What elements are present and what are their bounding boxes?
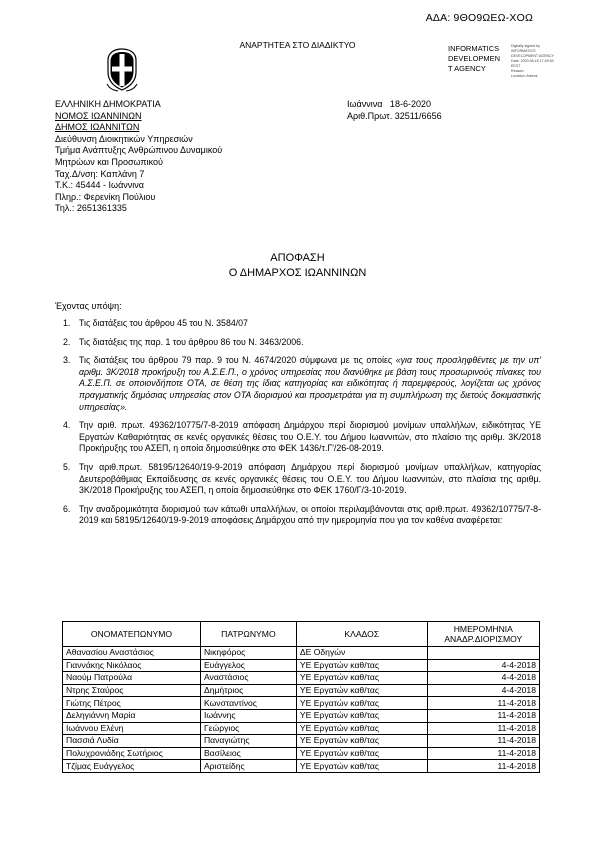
item-number: 1. xyxy=(63,318,71,328)
column-header: ΠΑΤΡΩΝΥΜΟ xyxy=(200,622,296,647)
list-item xyxy=(63,337,541,349)
branch-cell: ΥΕ Εργατών καθ/τας xyxy=(296,747,427,760)
name-cell: Ιωάννου Ελένη xyxy=(63,722,201,735)
signature-line: INFORMATICS xyxy=(511,49,536,53)
sender-line: Διεύθυνση Διοικητικών Υπηρεσιών xyxy=(55,133,193,144)
signature-line: Date: 2020.06.18 17:49:53 xyxy=(511,59,554,63)
intro-text: Έχοντας υπόψη: xyxy=(55,301,122,311)
table-row xyxy=(63,735,540,748)
name-cell: Πασσιά Λυδία xyxy=(63,735,201,748)
item-text: Τις διατάξεις του άρθρου 79 παρ. 9 του Ν. 4674/2020 σύμφωνα με τις οποίες xyxy=(79,355,396,366)
date-cell: 11-4-2018 xyxy=(427,747,539,760)
date-cell: 11-4-2018 xyxy=(427,760,539,773)
branch-cell: ΥΕ Εργατών καθ/τας xyxy=(296,735,427,748)
publication-note: ΑΝΑΡΤΗΤΕΑ ΣΤΟ ΔΙΑΔΙΚΤΥΟ xyxy=(239,40,356,50)
column-header: ΗΜΕΡΟΜΗΝΙΑ ΑΝΑΔΡ.ΔΙΟΡΙΣΜΟΥ xyxy=(427,622,539,647)
protocol-number: Αριθ.Πρωτ. 32511/6656 xyxy=(347,110,442,121)
sender-line: Ταχ.Δ/νση: Καπλάνη 7 xyxy=(55,168,145,179)
date-cell: 11-4-2018 xyxy=(427,709,539,722)
info-logo-line: T AGENCY xyxy=(448,64,486,73)
branch-cell: ΔΕ Οδηγών xyxy=(296,647,427,660)
patronymic-cell: Δημήτριος xyxy=(200,684,296,697)
informatics-logo xyxy=(448,44,508,74)
table-row xyxy=(63,659,540,672)
table-row xyxy=(63,672,540,685)
name-cell: Ντρης Σταύρος xyxy=(63,684,201,697)
info-logo-line: INFORMATICS xyxy=(448,44,500,53)
sender-line: Πληρ.: Φερενίκη Πούλιου xyxy=(55,191,156,202)
branch-cell: ΥΕ Εργατών καθ/τας xyxy=(296,672,427,685)
list-item xyxy=(63,318,541,330)
item-text: Τις διατάξεις της παρ. 1 του άρθρου 86 του Ν. 3463/2006. xyxy=(79,336,304,347)
sender-block xyxy=(55,99,222,215)
sender-line: Τηλ.: 2651361335 xyxy=(55,203,127,214)
item-number: 5. xyxy=(63,461,71,472)
table-header-row xyxy=(63,622,540,647)
item-text: Την αριθ.πρωτ. 58195/12640/19-9-2019 απόφαση Δημάρχου περί διορισμού μονίμων υπαλλήλων, κατηγορίας Δευτεροβάθμιας Εκπαίδευσης σε κενές οργανικές θέσεις του Ο.Ε.Υ. του Δήμου Ιωαννιτών, στο πλαίσια της αριθμ. 3Κ/2018 Προκήρυξης του ΑΣΕΠ, η οποία δημοσιεύθηκε στο ΦΕΚ 1760/Γ/3-10-2019. xyxy=(79,461,541,496)
name-cell: Ναούμ Πατρούλα xyxy=(63,672,201,685)
info-logo-line: DEVELOPMEN xyxy=(448,54,501,63)
patronymic-cell: Ευάγγελος xyxy=(200,659,296,672)
item-number: 3. xyxy=(63,355,71,366)
list-item xyxy=(63,420,541,455)
signature-line: DEVELOPMENT AGENCY xyxy=(511,54,555,58)
name-cell: Γιώτης Πέτρος xyxy=(63,697,201,710)
date-block xyxy=(347,99,442,122)
branch-cell: ΥΕ Εργατών καθ/τας xyxy=(296,697,427,710)
table-row xyxy=(63,722,540,735)
item-text: Την αναδρομικότητα διορισμού των κάτωθι υπαλλήλων, οι οποίοι περιλαμβάνονται στις αριθ.πρωτ. 49362/10775/7-8-2019 και 58195/12640/19-9-2019 αποφάσεις Δημάρχου από την ημερομηνία που για τον καθένα αναφέρεται: xyxy=(79,503,541,526)
considerations-list xyxy=(63,318,541,534)
sender-line: ΕΛΛΗΝΙΚΗ ΔΗΜΟΚΡΑΤΙΑ xyxy=(55,99,161,109)
table-body xyxy=(63,647,540,773)
date-cell: 4-4-2018 xyxy=(427,672,539,685)
digital-signature xyxy=(511,44,563,79)
date-cell xyxy=(427,647,539,660)
patronymic-cell: Ιωάννης xyxy=(200,709,296,722)
greek-emblem-icon xyxy=(104,46,140,92)
document-subtitle: Ο ΔΗΜΑΡΧΟΣ ΙΩΑΝΝΙΝΩΝ xyxy=(228,267,367,279)
table-row xyxy=(63,709,540,722)
date-cell: 11-4-2018 xyxy=(427,697,539,710)
sender-line: Τ.Κ.: 45444 - Ιωάννινα xyxy=(55,180,144,191)
branch-cell: ΥΕ Εργατών καθ/τας xyxy=(296,722,427,735)
item-number: 2. xyxy=(63,336,71,347)
table-row xyxy=(63,697,540,710)
item-text: Τις διατάξεις του άρθρου 45 του Ν. 3584/07 xyxy=(79,318,248,328)
branch-cell: ΥΕ Εργατών καθ/τας xyxy=(296,709,427,722)
column-header: ΚΛΑΔΟΣ xyxy=(296,622,427,647)
date-cell: 11-4-2018 xyxy=(427,735,539,748)
sender-line: Τμήμα Ανάπτυξης Ανθρώπινου Δυναμικού xyxy=(55,145,223,156)
sender-line: ΔΗΜΟΣ ΙΩΑΝΝΙΤΩΝ xyxy=(55,122,140,133)
patronymic-cell: Παναγιώτης xyxy=(200,735,296,748)
patronymic-cell: Βασίλειος xyxy=(200,747,296,760)
sender-line: Μητρώων και Προσωπικού xyxy=(55,156,163,167)
patronymic-cell: Κωνσταντίνος xyxy=(200,697,296,710)
list-item xyxy=(63,504,541,527)
name-cell: Δεληγιάννη Μαρία xyxy=(63,709,201,722)
patronymic-cell: Αριστείδης xyxy=(200,760,296,773)
patronymic-cell: Νικηφόρος xyxy=(200,647,296,660)
item-number: 4. xyxy=(63,420,71,431)
document-title: ΑΠΟΦΑΣΗ xyxy=(270,252,325,264)
table-row xyxy=(63,747,540,760)
signature-line: EEST xyxy=(511,64,521,68)
patronymic-cell: Γεώργιος xyxy=(200,722,296,735)
date-cell: 4-4-2018 xyxy=(427,684,539,697)
patronymic-cell: Αναστάσιος xyxy=(200,672,296,685)
place-date: Ιωάννινα 18-6-2020 xyxy=(347,99,431,109)
table-row xyxy=(63,684,540,697)
signature-line: Location: Athens xyxy=(511,74,538,78)
signature-line: Digitally signed by xyxy=(511,44,540,48)
item-number: 6. xyxy=(63,503,71,514)
date-cell: 11-4-2018 xyxy=(427,722,539,735)
name-cell: Πολυχρονιάδης Σωτήριος xyxy=(63,747,201,760)
table-row xyxy=(63,647,540,660)
name-cell: Τζίμας Ευάγγελος xyxy=(63,760,201,773)
table-row xyxy=(63,760,540,773)
list-item xyxy=(63,462,541,497)
ada-code: ΑΔΑ: 9ΘΟ9ΩΕΩ-ΧΟΩ xyxy=(425,12,533,24)
item-text: Την αριθ. πρωτ. 49362/10775/7-8-2019 απόφαση Δημάρχου περί διορισμού μονίμων υπαλλήλων, ειδικότητας ΥΕ Εργατών Καθαριότητας σε κενές οργανικές θέσεις του Ο.Ε.Υ. του Δήμου Ιωαννιτών, στο πλαίσιο της αριθμ. 3Κ/2018 Προκήρυξης του ΑΣΕΠ, η οποία δημοσιεύθηκε στο ΦΕΚ 1436/τ.Γ'/26-08-2019. xyxy=(79,420,541,454)
staff-table xyxy=(62,621,540,773)
date-cell: 4-4-2018 xyxy=(427,659,539,672)
name-cell: Αθανασίου Αναστάσιος xyxy=(63,647,201,660)
sender-line: ΝΟΜΟΣ ΙΩΑΝΝΙΝΩΝ xyxy=(55,110,142,121)
branch-cell: ΥΕ Εργατών καθ/τας xyxy=(296,760,427,773)
item-quote: «για τους προσληφθέντες με την υπ' αριθμ. 3Κ/2018 προκήρυξη του Α.Σ.Ε.Π., ο χρόνος υπηρεσίας που διανύθηκε με βάση τους προσωρινούς πίνακες του Α.Σ.Ε.Π. σε οποιονδήποτε ΟΤΑ, σε θέση της ίδιας κατηγορίας και ειδικότητας ή παρεμφερούς, λογίζεται ως χρόνος πραγματικής δημόσιας υπηρεσίας στον ΟΤΑ διορισμού και προσμετράται για τη συμπλήρωση της διετούς δοκιμαστικής υπηρεσίας». xyxy=(79,355,542,412)
signature-line: Reason: xyxy=(511,69,525,73)
list-item xyxy=(63,355,541,413)
branch-cell: ΥΕ Εργατών καθ/τας xyxy=(296,684,427,697)
branch-cell: ΥΕ Εργατών καθ/τας xyxy=(296,659,427,672)
name-cell: Γιαννάκης Νικόλαος xyxy=(63,659,201,672)
column-header: ΟΝΟΜΑΤΕΠΩΝΥΜΟ xyxy=(63,622,201,647)
